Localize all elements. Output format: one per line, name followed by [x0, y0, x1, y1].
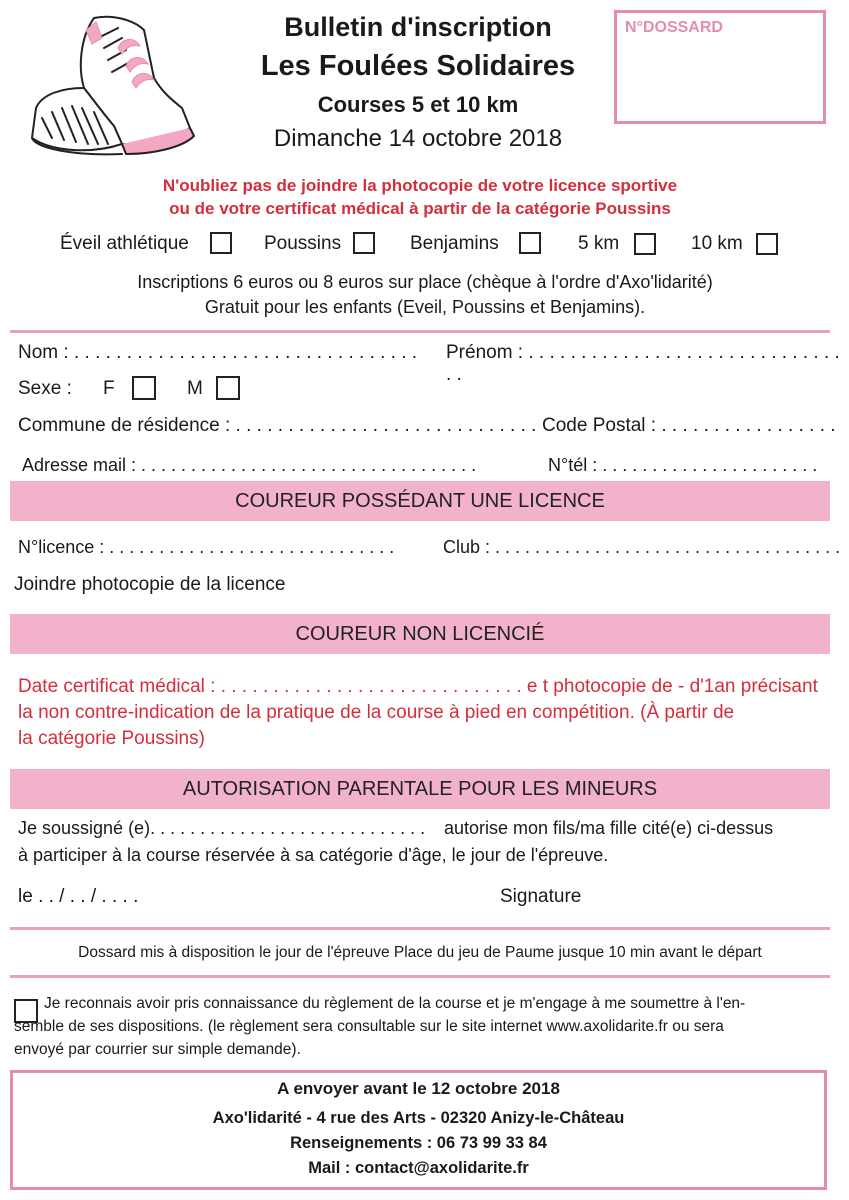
footer-address: Axo'lidarité - 4 rue des Arts - 02320 Anizy-le-Château: [212, 1109, 625, 1127]
category-5km-checkbox[interactable]: [634, 233, 656, 255]
dossard-box: [614, 10, 826, 124]
divider-3: [10, 975, 830, 978]
section-autorisation-title: AUTORISATION PARENTALE POUR LES MINEURS: [182, 778, 658, 800]
autorisation-text-1: autorise mon fils/ma fille cité(e) ci-dessus: [444, 818, 774, 838]
sexe-f-checkbox[interactable]: [132, 376, 156, 400]
notice-line-2: ou de votre certificat médical à partir de la catégorie Poussins: [169, 199, 671, 218]
pricing-line-1: Inscriptions 6 euros ou 8 euros sur place (chèque à l'ordre d'Axo'lidarité): [137, 272, 713, 292]
certificat-line-1: Date certificat médical : . . . . . . . . . . . . . . . . . . . . . . . . . . . . . e t photocopie de - d'1an précisant: [18, 676, 818, 697]
autorisation-text-2: à participer à la course réservée à sa catégorie d'âge, le jour de l'épreuve.: [18, 845, 609, 865]
date-field[interactable]: le . . / . . / . . . .: [18, 886, 139, 907]
reglement-line-1: Je reconnais avoir pris connaissance du règlement de la course et je m'engage à me soumettre à l'en-: [44, 995, 746, 1012]
category-eveil-checkbox[interactable]: [210, 232, 232, 254]
sexe-f-label: F: [103, 378, 115, 399]
nom-field[interactable]: Nom : . . . . . . . . . . . . . . . . . . . . . . . . . . . . . . . . .: [18, 342, 418, 363]
reglement-line-2: semble de ses dispositions. (le règlement sera consultable sur le site internet www.axolidarite.fr ou sera: [14, 1018, 724, 1035]
code-postal-field[interactable]: Code Postal : . . . . . . . . . . . . . . . . .: [542, 415, 836, 436]
section-non-licencie-title: COUREUR NON LICENCIÉ: [295, 623, 545, 645]
section-licence-band: [10, 481, 830, 521]
soussigne-field[interactable]: Je soussigné (e). . . . . . . . . . . . . . . . . . . . . . . . . . . .: [18, 818, 426, 838]
section-autorisation-band: [10, 769, 830, 809]
section-licence-title: COUREUR POSSÉDANT UNE LICENCE: [235, 490, 605, 512]
title-line-1: Bulletin d'inscription: [284, 12, 552, 42]
footer-box: [10, 1070, 827, 1190]
prenom-field[interactable]: Prénom : . . . . . . . . . . . . . . . . . . . . . . . . . . . . . . . .: [446, 342, 840, 385]
category-benjamins-label: Benjamins: [410, 233, 499, 254]
sneaker-icon: [22, 8, 222, 158]
tel-field[interactable]: N°tél : . . . . . . . . . . . . . . . . . . . . . .: [548, 455, 818, 475]
footer-phone: Renseignements : 06 73 99 33 84: [290, 1134, 547, 1152]
certificat-line-3: la catégorie Poussins): [18, 728, 205, 749]
licence-field[interactable]: N°licence : . . . . . . . . . . . . . . . . . . . . . . . . . . . . .: [18, 537, 395, 557]
joindre-licence-text: Joindre photocopie de la licence: [14, 574, 286, 595]
sexe-label: Sexe :: [18, 378, 72, 399]
signature-label: Signature: [500, 886, 582, 907]
divider-1: [10, 330, 830, 333]
title-date: Dimanche 14 octobre 2018: [273, 125, 563, 152]
pricing-line-2: Gratuit pour les enfants (Eveil, Poussins et Benjamins).: [204, 297, 646, 317]
divider-2: [10, 927, 830, 930]
certificat-line-2: la non contre-indication de la pratique de la course à pied en compétition. (À partir de: [18, 702, 735, 723]
title-line-3: Courses 5 et 10 km: [317, 92, 519, 117]
dossard-info: Dossard mis à disposition le jour de l'épreuve Place du jeu de Paume jusque 10 min avant le départ: [78, 944, 762, 961]
category-benjamins-checkbox[interactable]: [519, 232, 541, 254]
notice-line-1: N'oubliez pas de joindre la photocopie de votre licence sportive: [162, 176, 678, 195]
category-10km-label: 10 km: [691, 233, 743, 254]
category-5km-label: 5 km: [578, 233, 620, 254]
category-10km-checkbox[interactable]: [756, 233, 778, 255]
footer-deadline: A envoyer avant le 12 octobre 2018: [277, 1079, 560, 1098]
sexe-m-label: M: [187, 378, 203, 399]
sexe-m-checkbox[interactable]: [216, 376, 240, 400]
reglement-line-3: envoyé par courrier sur simple demande).: [14, 1041, 301, 1058]
category-poussins-label: Poussins: [264, 233, 342, 254]
club-field[interactable]: Club : . . . . . . . . . . . . . . . . . . . . . . . . . . . . . . . . . . .: [443, 537, 841, 557]
section-non-licencie-band: [10, 614, 830, 654]
commune-field[interactable]: Commune de résidence : . . . . . . . . . . . . . . . . . . . . . . . . . . . . .: [18, 415, 537, 436]
category-poussins-checkbox[interactable]: [353, 232, 375, 254]
dossard-label: N°DOSSARD: [625, 19, 723, 36]
mail-field[interactable]: Adresse mail : . . . . . . . . . . . . . . . . . . . . . . . . . . . . . . . . . .: [22, 455, 477, 475]
footer-mail: Mail : contact@axolidarite.fr: [308, 1159, 529, 1177]
title-line-2: Les Foulées Solidaires: [260, 50, 576, 82]
category-eveil-label: Éveil athlétique: [60, 233, 189, 254]
